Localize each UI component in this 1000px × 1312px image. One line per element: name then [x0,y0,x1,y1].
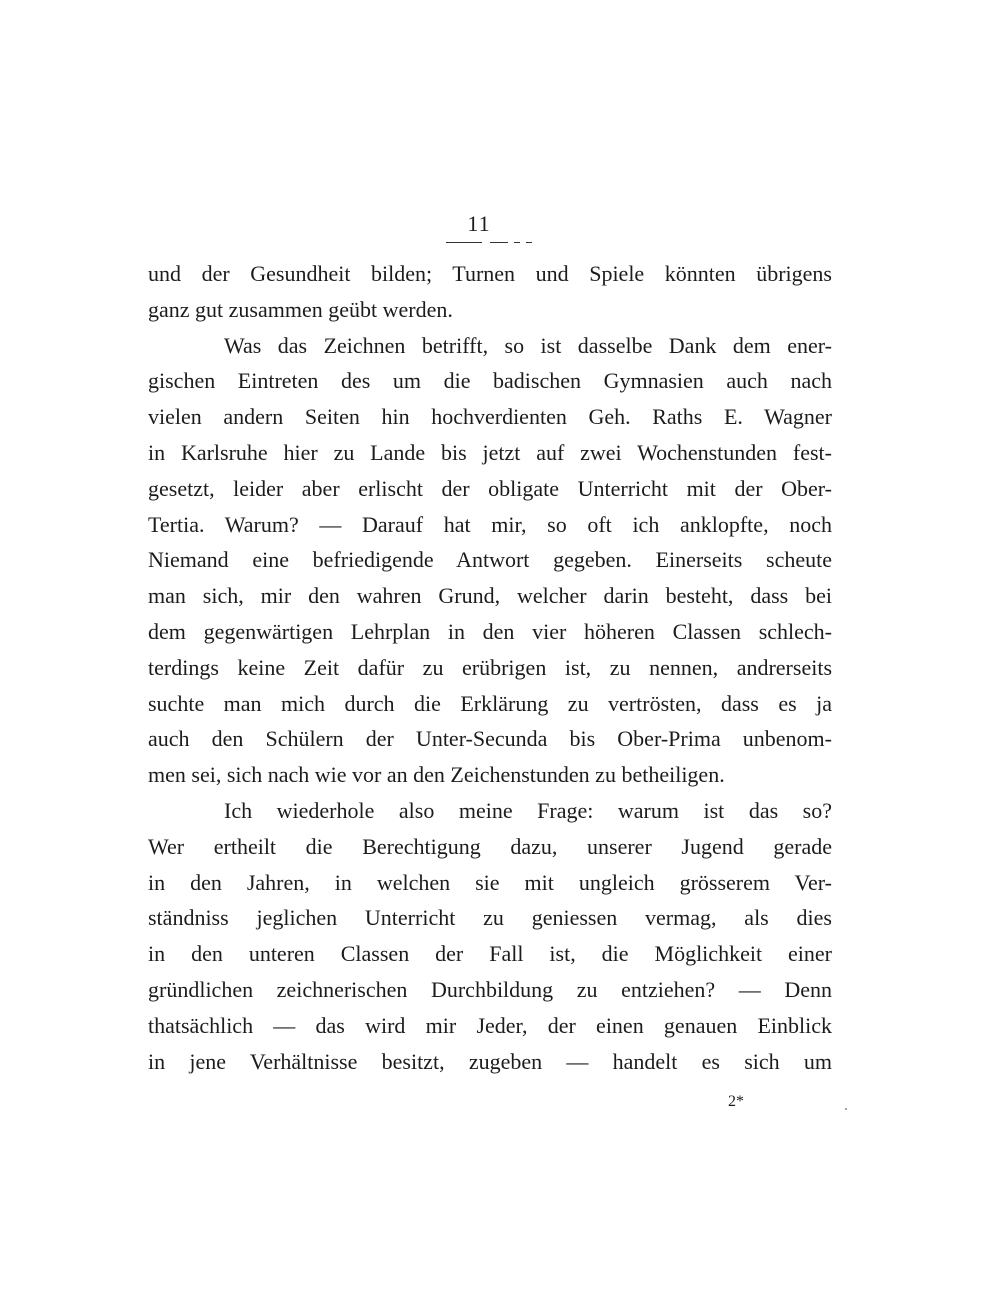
text-line: in Karlsruhe hier zu Lande bis jetzt auf zwei Wochenstunden fest- [148,439,832,465]
text-line: gesetzt, leider aber erlischt der obligate Unterricht mit der Ober- [148,475,832,501]
text-line: gischen Eintreten des um die badischen Gymnasien auch nach [148,368,832,394]
text-line: ständniss jeglichen Unterricht zu geniessen vermag, als dies [148,905,832,931]
body-text [148,256,832,1079]
text-line: Niemand eine befriedigende Antwort gegeben. Einerseits scheute [148,547,832,573]
text-line: in den Jahren, in welchen sie mit ungleich grösserem Ver- [148,869,832,895]
text-line: in jene Verhältnisse besitzt, zugeben — handelt es sich um [148,1048,832,1074]
header-rule [514,242,520,243]
text-line: in den unteren Classen der Fall ist, die Möglichkeit einer [148,941,832,967]
text-line: Was das Zeichnen betrifft, so ist dasselbe Dank dem ener- [224,332,832,358]
text-line: dem gegenwärtigen Lehrplan in den vier höheren Classen schlech- [148,618,832,644]
text-line: men sei, sich nach wie vor an den Zeichenstunden zu betheiligen. [148,762,725,788]
text-line: gründlichen zeichnerischen Durchbildung zu entziehen? — Denn [148,976,832,1002]
text-line: thatsächlich — das wird mir Jeder, der einen genauen Einblick [148,1012,832,1038]
text-line: Ich wiederhole also meine Frage: warum ist das so? [224,797,832,823]
text-line: suchte man mich durch die Erklärung zu vertrösten, dass es ja [148,690,832,716]
text-line: terdings keine Zeit dafür zu erübrigen ist, zu nennen, andrerseits [148,654,832,680]
page-number: 11 [467,211,491,236]
text-line: und der Gesundheit bilden; Turnen und Spiele könnten übrigens [148,261,832,286]
text-line: auch den Schülern der Unter-Secunda bis Ober-Prima unbenom- [148,726,832,752]
text-line: man sich, mir den wahren Grund, welcher darin besteht, dass bei [148,583,832,609]
text-line: ganz gut zusammen geübt werden. [148,296,453,322]
text-line: vielen andern Seiten hin hochverdienten Geh. Raths E. Wagner [148,404,832,430]
text-line: Wer ertheilt die Berechtigung dazu, unserer Jugend gerade [148,833,832,859]
text-line: Tertia. Warum? — Darauf hat mir, so oft ich anklopfte, noch [148,511,832,537]
header-rule [446,242,482,243]
paper-speck [845,1108,847,1110]
header-rule [490,242,508,243]
signature-mark: 2* [728,1093,744,1110]
header-rule [526,242,532,243]
